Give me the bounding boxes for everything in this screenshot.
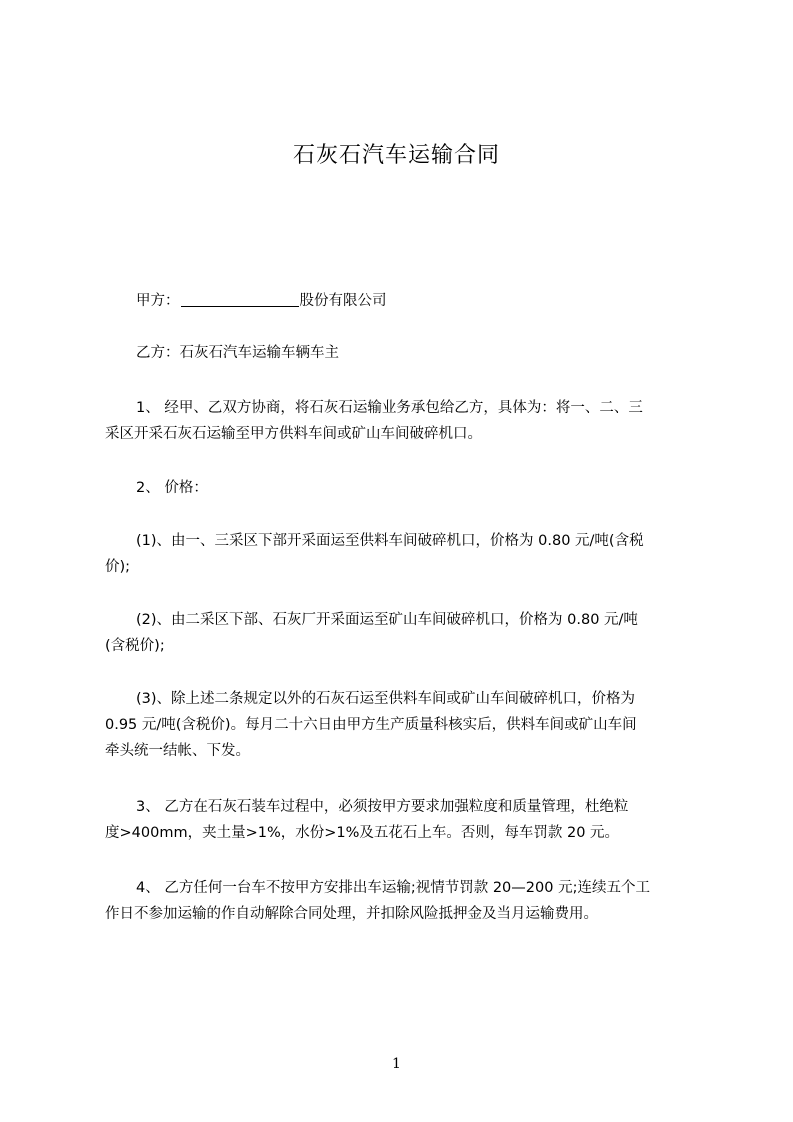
clause-4-line-1: 4、 乙方任何一台车不按甲方安排出车运输;视情节罚款 20—200 元;连续五个工 [136, 880, 650, 896]
price-item-3-line-2: 0.95 元/吨(含税价)。每月二十六日由甲方生产质量科核实后，供料车间或矿山车间 [105, 717, 637, 733]
clause-3-line-2: 度>400mm，夹土量>1%，水份>1%及五花石上车。否则，每车罚款 20 元。 [105, 825, 620, 841]
price-item-3 [105, 686, 700, 764]
clause-4 [105, 875, 700, 927]
party-a-suffix: 股份有限公司 [299, 293, 387, 309]
clause-4-line-2: 作日不参加运输的作自动解除合同处理，并扣除风险抵押金及当月运输费用。 [105, 906, 598, 922]
price-item-2-line-1: (2)、由二采区下部、石灰厂开采面运至矿山车间破碎机口，价格为 0.80 元/吨 [136, 612, 638, 628]
party-a-label: 甲方： [136, 293, 180, 309]
party-a-blank [181, 291, 299, 307]
clause-1 [105, 395, 700, 447]
clause-3-line-1: 3、 乙方在石灰石装车过程中，必须按甲方要求加强粒度和质量管理，杜绝粒 [136, 799, 629, 815]
party-b-line [105, 340, 700, 366]
price-item-1-line-1: (1)、由一、三采区下部开采面运至供料车间破碎机口，价格为 0.80 元/吨(含税 [136, 533, 644, 549]
party-a-line [105, 288, 700, 314]
price-item-3-line-3: 牵头统一结帐、下发。 [105, 743, 250, 759]
price-item-1 [105, 528, 700, 580]
clause-2 [105, 475, 700, 501]
clause-1-line-1: 1、 经甲、乙双方协商，将石灰石运输业务承包给乙方，具体为：将一、二、三 [136, 400, 643, 416]
page-number: 1 [392, 1056, 401, 1072]
price-item-2-line-2: (含税价); [105, 638, 165, 654]
clause-2-line-1: 2、 价格： [136, 480, 208, 496]
price-item-1-line-2: 价); [105, 559, 131, 575]
document-title: 石灰石汽车运输合同 [292, 143, 500, 168]
price-item-3-line-1: (3)、除上述二条规定以外的石灰石运至供料车间或矿山车间破碎机口，价格为 [136, 691, 636, 707]
price-item-2 [105, 607, 700, 659]
party-b-text: 乙方：石灰石汽车运输车辆车主 [136, 345, 339, 361]
clause-1-line-2: 采区开采石灰石运输至甲方供料车间或矿山车间破碎机口。 [105, 426, 482, 442]
clause-3 [105, 794, 700, 846]
